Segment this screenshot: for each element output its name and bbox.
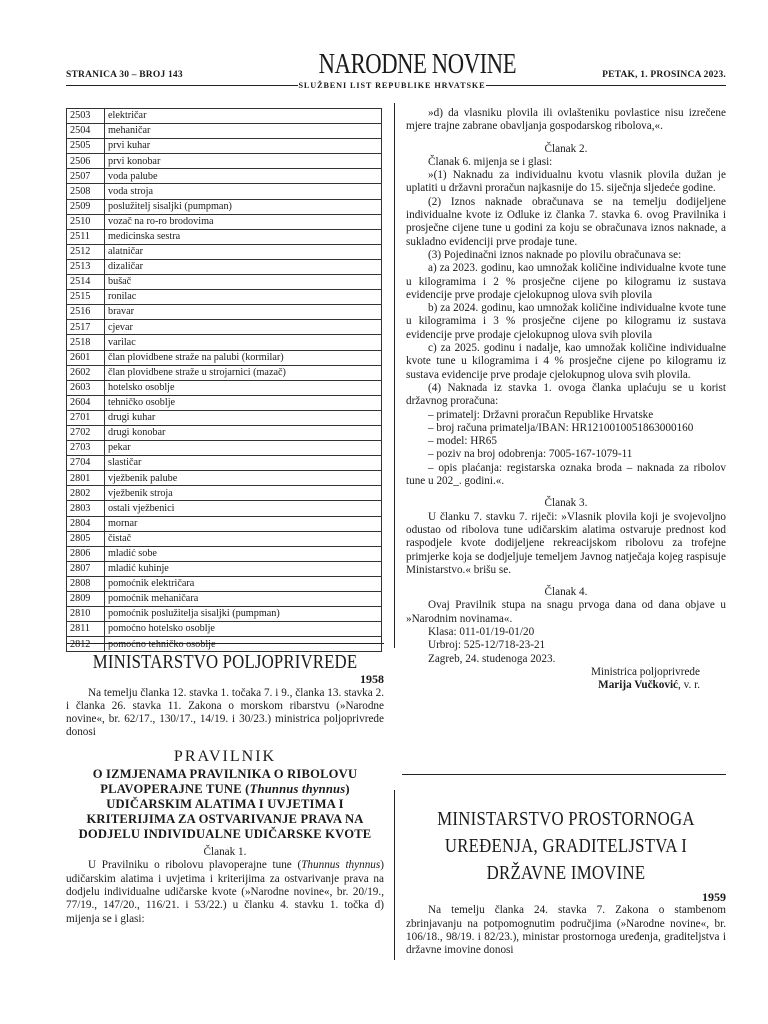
table-row <box>67 184 382 199</box>
table-row <box>67 154 382 169</box>
paragraph: U članku 7. stavku 7. riječi: »Vlasnik plovila koji je svojevoljno odustao od ribolova tune udičarskim alatima ostvaruje prednost kod raspodjele kvote dodijeljene rekreacijskom ribolovu za trofejne primjerke koja se dodjeljuje temeljem Javnog natječaja kojeg raspisuje Ministarstvo.« brišu se. <box>406 510 726 576</box>
text-part: ) udičarskim alatima i uvjetima i kriterijima za ostvarivanje prava na dodjelu individualne udičarske kvote (»Narodne novine«, br. 20/19., 77/19., 147/20., 116/21. i 53/22.) u članku 4. stavku 1. točka d) mijenja se i glasi: <box>66 859 384 925</box>
occupation-code: 2803 <box>67 501 105 516</box>
occupation-code: 2512 <box>67 244 105 259</box>
paragraph: b) za 2024. godinu, kao umnožak količine individualne kvote tune u kilogramima i 3 % prosječne cijene po kilogramu iz sustava evidencije prve prodaje cjelokupnog ulova svih plovila <box>406 302 726 341</box>
occupation-name: voda stroja <box>105 184 382 199</box>
paragraph: a) za 2023. godinu, kao umnožak količine individualne kvote tune u kilogramima i 2 % prosječne cijene po kilogramu iz sustava evidencije prve prodaje cjelokupnog ulova svih plovila <box>406 262 726 301</box>
occupation-name: cjevar <box>105 320 382 335</box>
table-row <box>67 244 382 259</box>
document-title <box>66 767 384 842</box>
occupation-name: bušač <box>105 275 382 290</box>
table-row <box>67 395 382 410</box>
occupation-name: član plovidbene straže na palubi (kormilar) <box>105 350 382 365</box>
table-row <box>67 592 382 607</box>
occupation-name: vježbenik stroja <box>105 486 382 501</box>
signer-role: Ministrica poljoprivrede <box>590 665 700 678</box>
table-row <box>67 425 382 440</box>
occupation-code: 2804 <box>67 516 105 531</box>
occupation-name: pomoćno hotelsko osoblje <box>105 622 382 637</box>
paragraph: (3) Pojedinačni iznos naknade po plovilu obračunava se: <box>428 248 682 261</box>
table-row <box>67 380 382 395</box>
occupation-code: 2503 <box>67 109 105 124</box>
occupation-code: 2514 <box>67 275 105 290</box>
occupation-name: prvi kuhar <box>105 139 382 154</box>
issue-date-header: PETAK, 1. PROSINCA 2023. <box>602 70 726 80</box>
preamble-2: Na temelju članka 24. stavka 7. Zakona o stambenom zbrinjavanju na potpomognutim područjima (»Narodne novine«, br. 106/18., 98/19. i 82/23.), ministar prostornoga uređenja, graditeljstva i državne imovine donosi <box>406 904 726 957</box>
occupation-code: 2518 <box>67 335 105 350</box>
left-document <box>66 652 384 926</box>
occupation-name: pomoćnik mehaničara <box>105 592 382 607</box>
occupation-name: medicinska sestra <box>105 229 382 244</box>
right-document-2 <box>406 806 726 957</box>
species-name: Thunnus thynnus <box>249 782 346 797</box>
paragraph: c) za 2025. godinu i nadalje, kao umnožak količine individualne kvote tune u kilogramima i 4 % prosječne cijene po kilogramu iz sustava evidencije prve prodaje cjelokupnog ulova svih plovila. <box>406 342 726 381</box>
occupation-code: 2703 <box>67 441 105 456</box>
header-rule <box>486 85 726 86</box>
table-row <box>67 350 382 365</box>
occupation-name: drugi kuhar <box>105 410 382 425</box>
occupation-code: 2809 <box>67 592 105 607</box>
list-item: – poziv na broj odobrenja: 7005-167-1079-11 <box>428 448 633 461</box>
table-row <box>67 305 382 320</box>
occupation-name: električar <box>105 109 382 124</box>
table-row <box>67 290 382 305</box>
table-row <box>67 607 382 622</box>
article-heading: Članak 3. <box>544 497 588 510</box>
occupation-name: prvi konobar <box>105 154 382 169</box>
occupation-name: slastičar <box>105 456 382 471</box>
occupation-code: 2807 <box>67 561 105 576</box>
occupation-code: 2704 <box>67 456 105 471</box>
ministry-heading-2: MINISTARSTVO PROSTORNOGA UREĐENJA, GRADITELJSTVA I DRŽAVNE IMOVINE <box>437 809 695 884</box>
column-divider <box>394 103 395 648</box>
occupation-name: drugi konobar <box>105 425 382 440</box>
list-item: – primatelj: Državni proračun Republike Hrvatske <box>428 408 654 421</box>
urbroj: Urbroj: 525-12/718-23-21 <box>428 639 546 652</box>
table-row <box>67 456 382 471</box>
occupation-name: pomoćnik električara <box>105 576 382 591</box>
occupation-code: 2505 <box>67 139 105 154</box>
occupation-code: 2812 <box>67 637 105 652</box>
occupation-code: 2810 <box>67 607 105 622</box>
document-number-2: 1959 <box>702 890 726 904</box>
occupation-name: voda palube <box>105 169 382 184</box>
table-row <box>67 441 382 456</box>
table-row <box>67 471 382 486</box>
table-row <box>67 516 382 531</box>
occupation-code: 2504 <box>67 124 105 139</box>
article-heading: Članak 2. <box>544 142 588 155</box>
occupation-code: 2801 <box>67 471 105 486</box>
occupation-code: 2602 <box>67 365 105 380</box>
klasa: Klasa: 011-01/19-01/20 <box>428 625 535 638</box>
occupation-code: 2603 <box>67 380 105 395</box>
occupation-name: alatničar <box>105 244 382 259</box>
table-row <box>67 229 382 244</box>
table-row <box>67 576 382 591</box>
occupation-code: 2601 <box>67 350 105 365</box>
occupation-code: 2516 <box>67 305 105 320</box>
occupation-name: bravar <box>105 305 382 320</box>
table-row <box>67 139 382 154</box>
occupation-name: hotelsko osoblje <box>105 380 382 395</box>
table-row <box>67 169 382 184</box>
table-row <box>67 501 382 516</box>
document-type: PRAVILNIK <box>173 747 277 765</box>
place-date: Zagreb, 24. studenoga 2023. <box>428 652 556 665</box>
table-row <box>67 320 382 335</box>
table-row <box>67 109 382 124</box>
paragraph: »d) da vlasniku plovila ili ovlašteniku povlastice nisu izrečene mjere trajne zabrane obavljanja gospodarskog ribolova,«. <box>406 107 726 133</box>
title-part: ) UDIČARSKIM ALATIMA I UVJETIMA I KRITERIJIMA ZA OSTVARIVANJE PRAVA NA DODJELU INDIVIDUALNE UDIČARSKE KVOTE <box>78 782 372 842</box>
table-row <box>67 365 382 380</box>
section-rule <box>402 774 726 775</box>
occupation-name: mehaničar <box>105 124 382 139</box>
article-heading: Članak 4. <box>544 586 588 599</box>
occupation-name: mornar <box>105 516 382 531</box>
text-part: U Pravilniku o ribolovu plavoperajne tune ( <box>88 859 302 872</box>
page-number-header: STRANICA 30 – BROJ 143 <box>66 70 183 80</box>
table-row <box>67 561 382 576</box>
table-row <box>67 214 382 229</box>
header-rule <box>66 85 298 86</box>
paragraph: Ovaj Pravilnik stupa na snagu prvoga dana od dana objave u »Narodnim novinama«. <box>406 599 726 625</box>
right-column <box>406 107 726 692</box>
ministry-heading: MINISTARSTVO POLJOPRIVREDE <box>92 652 358 673</box>
document-number: 1958 <box>360 672 384 687</box>
occupation-name: vježbenik palube <box>105 471 382 486</box>
column-divider <box>394 790 395 960</box>
table-row <box>67 124 382 139</box>
signer-suffix: , v. r. <box>678 679 700 692</box>
signer <box>406 679 726 692</box>
article-text <box>66 859 384 925</box>
occupation-code: 2513 <box>67 259 105 274</box>
table-row <box>67 486 382 501</box>
title-part: O IZMJENAMA PRAVILNIKA O RIBOLOVU PLAVOPERAJNE TUNE ( <box>92 767 358 797</box>
occupation-codes-table <box>66 108 382 652</box>
preamble: Na temelju članka 12. stavka 1. točaka 7. i 9., članka 13. stavka 2. i članka 26. stavka 11. Zakona o morskom ribarstvu (»Narodne novine«, br. 62/17., 130/17., 14/19. i 30/23.) ministrica poljoprivrede donosi <box>66 686 384 739</box>
occupation-name: mladić kuhinje <box>105 561 382 576</box>
table-row <box>67 259 382 274</box>
table-row <box>67 410 382 425</box>
species-name: Thunnus thynnus <box>301 859 381 872</box>
occupation-name: pomoćno tehničko osoblje <box>105 637 382 652</box>
occupation-code: 2510 <box>67 214 105 229</box>
occupation-name: vozač na ro-ro brodovima <box>105 214 382 229</box>
occupation-code: 2507 <box>67 169 105 184</box>
table-row <box>67 199 382 214</box>
occupation-name: poslužitelj sisaljki (pumpman) <box>105 199 382 214</box>
table-row <box>67 335 382 350</box>
list-item: – broj računa primatelja/IBAN: HR1210010051863000160 <box>428 421 694 434</box>
occupation-code: 2515 <box>67 290 105 305</box>
table-row <box>67 622 382 637</box>
occupation-code: 2509 <box>67 199 105 214</box>
occupation-name: ronilac <box>105 290 382 305</box>
occupation-code: 2806 <box>67 546 105 561</box>
paragraph: (2) Iznos naknade obračunava se na temelju dodijeljene individualne kvote iz Odluke iz članka 7. stavka 6. ovog Pravilnika i prosječne cijene tune u godini za koju se obračunava iznos naknade, a sukladno evidenciji prve prodaje tune. <box>406 195 726 248</box>
occupation-code: 2517 <box>67 320 105 335</box>
occupation-code: 2702 <box>67 425 105 440</box>
occupation-code: 2508 <box>67 184 105 199</box>
paragraph: Članak 6. mijenja se i glasi: <box>428 155 553 168</box>
occupation-code: 2506 <box>67 154 105 169</box>
occupation-name: član plovidbene straže u strojarnici (mazač) <box>105 365 382 380</box>
occupation-name: čistač <box>105 531 382 546</box>
occupation-code: 2701 <box>67 410 105 425</box>
paragraph: »(1) Naknadu za individualnu kvotu vlasnik plovila dužan je uplatiti u državni proračun najkasnije do 15. siječnja sljedeće godine. <box>406 169 726 195</box>
list-item: – opis plaćanja: registarska oznaka broda – naknada za ribolov tune u 202_. godini.«. <box>406 461 726 488</box>
paragraph: (4) Naknada iz stavka 1. ovoga članka uplaćuju se u korist državnog proračuna: <box>406 381 726 408</box>
occupation-name: tehničko osoblje <box>105 395 382 410</box>
masthead-subtitle: SLUŽBENI LIST REPUBLIKE HRVATSKE <box>298 81 486 90</box>
occupation-name: mladić sobe <box>105 546 382 561</box>
table-row <box>67 546 382 561</box>
occupation-code: 2511 <box>67 229 105 244</box>
occupation-code: 2805 <box>67 531 105 546</box>
occupation-code: 2808 <box>67 576 105 591</box>
table-row <box>67 637 382 652</box>
table-row <box>67 531 382 546</box>
table-row <box>67 275 382 290</box>
list-item: – model: HR65 <box>428 435 497 448</box>
occupation-name: dizaličar <box>105 259 382 274</box>
masthead <box>298 48 517 90</box>
occupation-name: varilac <box>105 335 382 350</box>
occupation-name: ostali vježbenici <box>105 501 382 516</box>
occupation-name: pekar <box>105 441 382 456</box>
occupation-code: 2802 <box>67 486 105 501</box>
article-heading: Članak 1. <box>203 846 247 859</box>
occupation-code: 2604 <box>67 395 105 410</box>
masthead-title: NARODNE NOVINE <box>318 48 517 80</box>
signer-name: Marija Vučković <box>598 679 679 692</box>
occupation-name: pomoćnik poslužitelja sisaljki (pumpman) <box>105 607 382 622</box>
occupation-code: 2811 <box>67 622 105 637</box>
